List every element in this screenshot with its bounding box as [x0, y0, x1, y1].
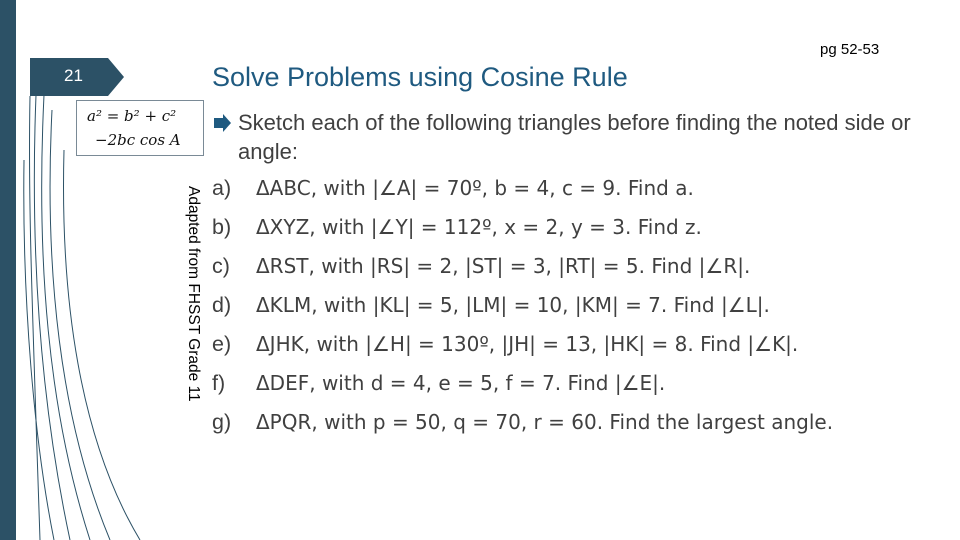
- problem-text: ΔABC, with |∠A| = 70º, b = 4, c = 9. Find a.: [256, 176, 694, 200]
- formula-line-1: a² = b² + c²: [87, 107, 177, 125]
- problem-letter: e): [212, 332, 232, 356]
- problem-letter: c): [212, 254, 230, 278]
- problem-text: ΔPQR, with p = 50, q = 70, r = 60. Find the largest angle.: [256, 410, 834, 434]
- instructions-text: Sketch each of the following triangles before finding the noted side or angle:: [238, 110, 911, 164]
- page-reference: pg 52-53: [820, 41, 880, 58]
- source-credit-vertical: Adapted from FHSST Grade 11: [185, 186, 202, 402]
- cosine-rule-formula-box: [76, 100, 204, 156]
- problem-letter: g): [212, 410, 232, 434]
- slide-title: Solve Problems using Cosine Rule: [212, 62, 628, 92]
- arrow-bullet-icon: [212, 113, 232, 133]
- problem-text: ΔKLM, with |KL| = 5, |LM| = 10, |KM| = 7. Find |∠L|.: [256, 293, 770, 317]
- slide-number: 21: [64, 66, 83, 85]
- problem-letter: a): [212, 176, 232, 200]
- problem-text: ΔXYZ, with |∠Y| = 112º, x = 2, y = 3. Find z.: [256, 215, 702, 239]
- problem-letter: f): [212, 371, 226, 395]
- problem-text: ΔDEF, with d = 4, e = 5, f = 7. Find |∠E|.: [256, 371, 666, 395]
- problem-text: ΔRST, with |RS| = 2, |ST| = 3, |RT| = 5. Find |∠R|.: [256, 254, 751, 278]
- problem-letter: d): [212, 293, 232, 317]
- problem-letter: b): [212, 215, 232, 239]
- problem-text: ΔJHK, with |∠H| = 130º, |JH| = 13, |HK| = 8. Find |∠K|.: [256, 332, 799, 356]
- formula-line-2: −2bc cos A: [95, 131, 181, 149]
